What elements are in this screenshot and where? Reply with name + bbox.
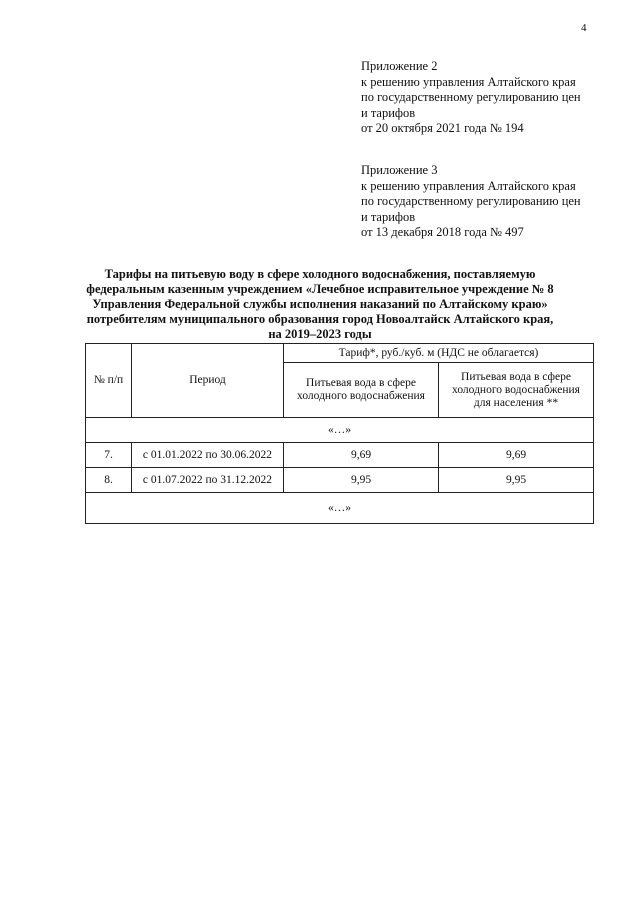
appendix-2-line: по государственному регулированию цен <box>361 90 581 104</box>
ellipsis-cell: «…» <box>86 418 594 443</box>
table-header-row <box>86 344 594 363</box>
appendix-3-line: Приложение 3 <box>361 163 438 177</box>
cell-period: с 01.07.2022 по 31.12.2022 <box>132 468 284 493</box>
appendix-3-line: от 13 декабря 2018 года № 497 <box>361 225 524 239</box>
table-row <box>86 468 594 493</box>
document-title <box>60 267 580 342</box>
table-row <box>86 443 594 468</box>
cell-period: с 01.01.2022 по 30.06.2022 <box>132 443 284 468</box>
appendix-3-block <box>361 163 611 241</box>
appendix-2-line: Приложение 2 <box>361 59 438 73</box>
cell-tariff-population: 9,69 <box>439 443 594 468</box>
title-line: на 2019–2023 годы <box>268 327 372 341</box>
header-tariff-group: Тариф*, руб./куб. м (НДС не облагается) <box>284 344 594 363</box>
header-drinking-water: Питьевая вода в сфере холодного водоснабжения <box>284 363 439 418</box>
cell-tariff-population: 9,95 <box>439 468 594 493</box>
cell-tariff: 9,95 <box>284 468 439 493</box>
title-line: Тарифы на питьевую воду в сфере холодного водоснабжения, поставляемую <box>104 267 536 281</box>
appendix-2-line: к решению управления Алтайского края <box>361 74 576 89</box>
header-period: Период <box>132 344 284 418</box>
appendix-2-block <box>361 59 611 137</box>
title-line: потребителям муниципального образования город Новоалтайск Алтайского края, <box>86 312 554 326</box>
table-row-ellipsis-top <box>86 418 594 443</box>
appendix-2-line: и тарифов <box>361 105 416 120</box>
table-row-ellipsis-bottom <box>86 493 594 524</box>
title-line: федеральным казенным учреждением «Лечебное исправительное учреждение № 8 <box>86 282 554 296</box>
cell-number: 7. <box>86 443 132 468</box>
title-line: Управления Федеральной службы исполнения наказаний по Алтайскому краю» <box>92 297 548 311</box>
header-drinking-water-population: Питьевая вода в сфере холодного водоснабжения для населения ** <box>439 363 594 418</box>
appendix-3-line: и тарифов <box>361 209 416 224</box>
header-number: № п/п <box>86 344 132 418</box>
page-number: 4 <box>581 22 587 34</box>
appendix-3-line: к решению управления Алтайского края <box>361 178 576 193</box>
appendix-3-line: по государственному регулированию цен <box>361 194 581 208</box>
cell-number: 8. <box>86 468 132 493</box>
cell-tariff: 9,69 <box>284 443 439 468</box>
ellipsis-cell: «…» <box>86 493 594 524</box>
tariff-table <box>85 343 594 524</box>
appendix-2-line: от 20 октября 2021 года № 194 <box>361 121 524 135</box>
